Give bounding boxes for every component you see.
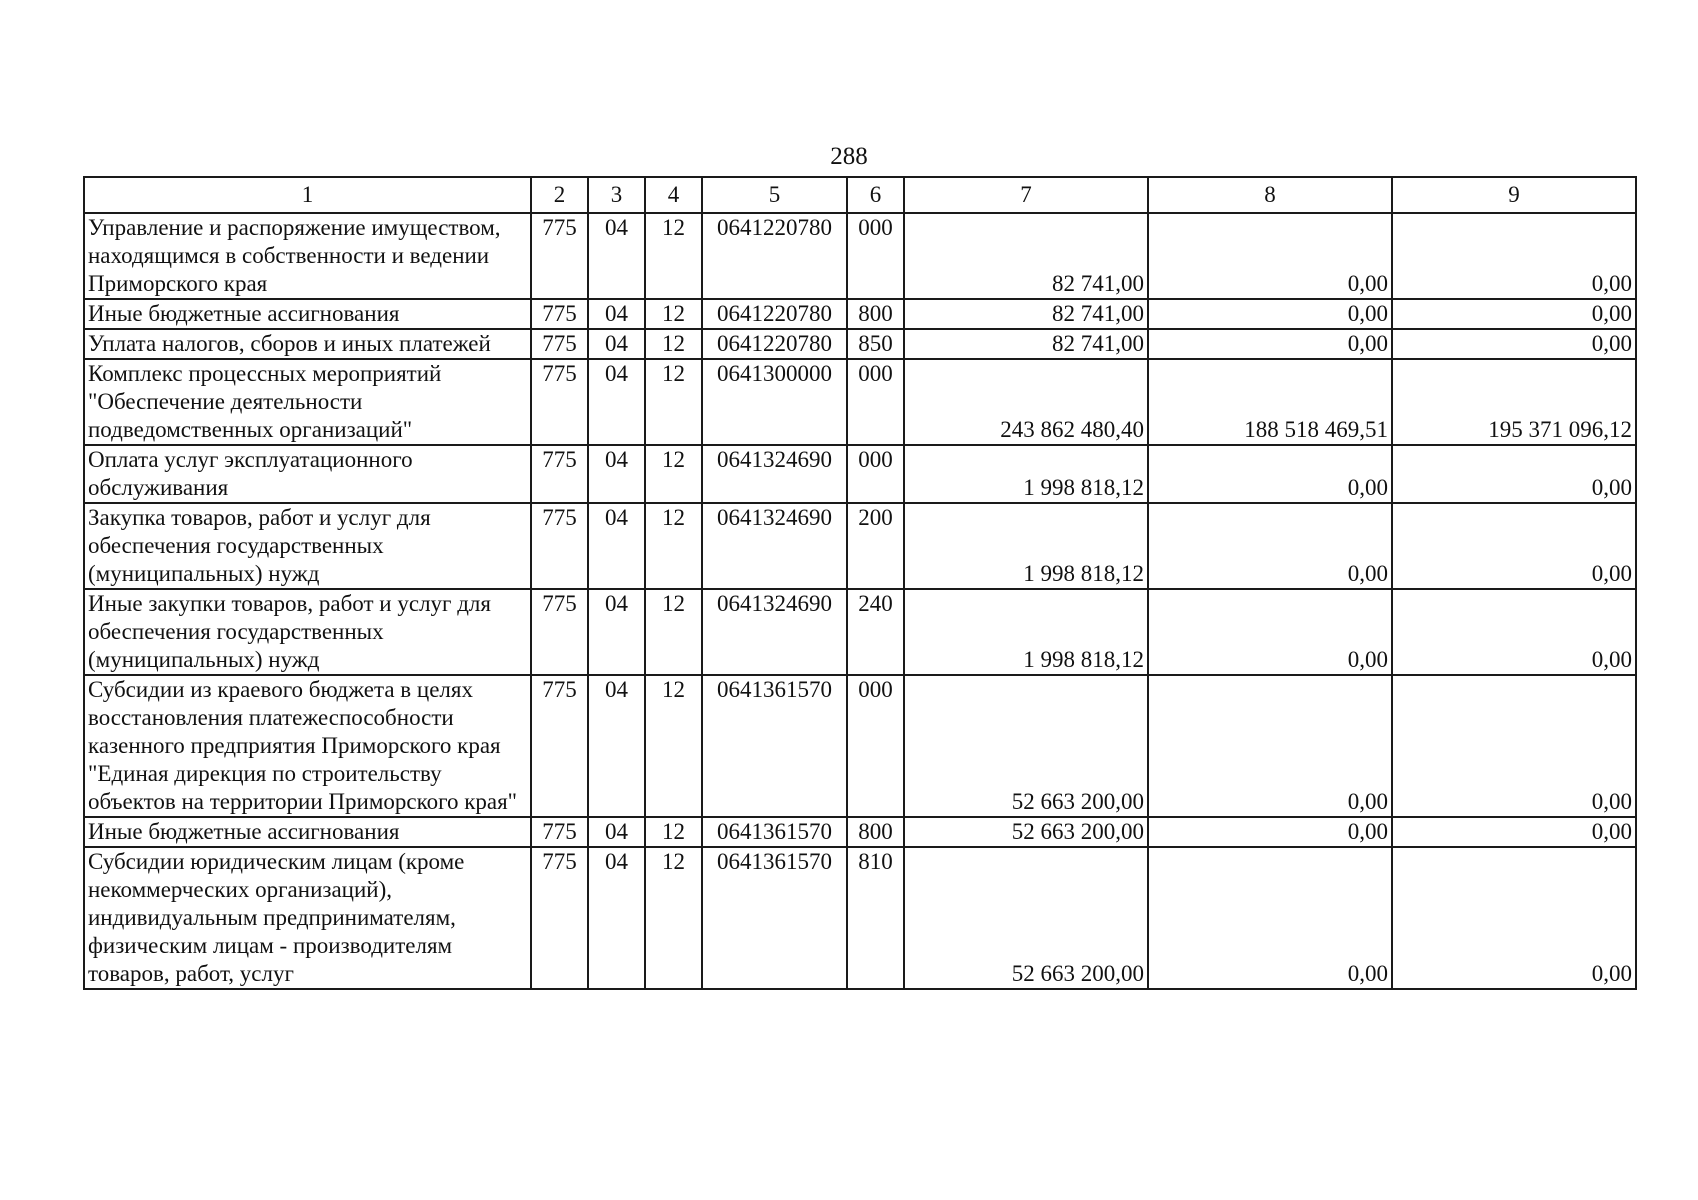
amount-col-9: 195 371 096,12 xyxy=(1392,359,1636,445)
amount-col-7: 1 998 818,12 xyxy=(904,503,1148,589)
amount-col-8: 0,00 xyxy=(1148,329,1392,359)
amount-col-8: 0,00 xyxy=(1148,675,1392,817)
row-name: Иные бюджетные ассигнования xyxy=(84,817,531,847)
code-subsection: 12 xyxy=(645,445,702,503)
code-subsection: 12 xyxy=(645,329,702,359)
amount-col-9: 0,00 xyxy=(1392,675,1636,817)
row-name: Субсидии из краевого бюджета в целях восстановления платежеспособности казенного предприятия Приморского края "Единая дирекция по строительству объектов на территории Приморского края" xyxy=(84,675,531,817)
code-target-article: 0641361570 xyxy=(702,817,847,847)
code-section: 04 xyxy=(588,299,645,329)
row-name: Закупка товаров, работ и услуг для обеспечения государственных (муниципальных) нужд xyxy=(84,503,531,589)
row-name: Субсидии юридическим лицам (кроме некоммерческих организаций), индивидуальным предпринимателям, физическим лицам - производителям товаров, работ, услуг xyxy=(84,847,531,989)
code-expense-type: 800 xyxy=(847,299,904,329)
amount-col-8: 188 518 469,51 xyxy=(1148,359,1392,445)
column-header: 5 xyxy=(702,177,847,213)
amount-col-7: 82 741,00 xyxy=(904,299,1148,329)
amount-col-7: 1 998 818,12 xyxy=(904,445,1148,503)
table-row xyxy=(84,847,1636,989)
amount-col-7: 52 663 200,00 xyxy=(904,847,1148,989)
amount-col-8: 0,00 xyxy=(1148,213,1392,299)
row-name: Иные бюджетные ассигнования xyxy=(84,299,531,329)
code-section: 04 xyxy=(588,329,645,359)
code-subsection: 12 xyxy=(645,675,702,817)
code-expense-type: 200 xyxy=(847,503,904,589)
code-admin: 775 xyxy=(531,445,588,503)
column-header: 9 xyxy=(1392,177,1636,213)
column-header: 8 xyxy=(1148,177,1392,213)
amount-col-8: 0,00 xyxy=(1148,847,1392,989)
code-target-article: 0641300000 xyxy=(702,359,847,445)
amount-col-8: 0,00 xyxy=(1148,817,1392,847)
code-subsection: 12 xyxy=(645,847,702,989)
budget-table xyxy=(83,176,1637,990)
code-section: 04 xyxy=(588,847,645,989)
code-expense-type: 800 xyxy=(847,817,904,847)
amount-col-7: 82 741,00 xyxy=(904,329,1148,359)
amount-col-9: 0,00 xyxy=(1392,213,1636,299)
code-expense-type: 000 xyxy=(847,445,904,503)
code-admin: 775 xyxy=(531,299,588,329)
code-target-article: 0641220780 xyxy=(702,329,847,359)
column-header: 3 xyxy=(588,177,645,213)
code-subsection: 12 xyxy=(645,503,702,589)
amount-col-9: 0,00 xyxy=(1392,817,1636,847)
code-admin: 775 xyxy=(531,817,588,847)
code-section: 04 xyxy=(588,675,645,817)
row-name: Управление и распоряжение имуществом, находящимся в собственности и ведении Приморского края xyxy=(84,213,531,299)
code-section: 04 xyxy=(588,503,645,589)
code-admin: 775 xyxy=(531,847,588,989)
code-expense-type: 000 xyxy=(847,359,904,445)
table-row xyxy=(84,817,1636,847)
code-admin: 775 xyxy=(531,675,588,817)
amount-col-9: 0,00 xyxy=(1392,503,1636,589)
amount-col-7: 1 998 818,12 xyxy=(904,589,1148,675)
code-admin: 775 xyxy=(531,329,588,359)
code-section: 04 xyxy=(588,213,645,299)
row-name: Оплата услуг эксплуатационного обслуживания xyxy=(84,445,531,503)
amount-col-7: 52 663 200,00 xyxy=(904,675,1148,817)
code-admin: 775 xyxy=(531,503,588,589)
code-section: 04 xyxy=(588,589,645,675)
code-expense-type: 000 xyxy=(847,675,904,817)
amount-col-9: 0,00 xyxy=(1392,847,1636,989)
amount-col-9: 0,00 xyxy=(1392,589,1636,675)
code-target-article: 0641220780 xyxy=(702,299,847,329)
table-row xyxy=(84,213,1636,299)
table-header-row xyxy=(84,177,1636,213)
code-target-article: 0641324690 xyxy=(702,445,847,503)
column-header: 2 xyxy=(531,177,588,213)
row-name: Иные закупки товаров, работ и услуг для обеспечения государственных (муниципальных) нужд xyxy=(84,589,531,675)
code-target-article: 0641361570 xyxy=(702,675,847,817)
column-header: 4 xyxy=(645,177,702,213)
code-admin: 775 xyxy=(531,359,588,445)
code-admin: 775 xyxy=(531,589,588,675)
table-row xyxy=(84,299,1636,329)
column-header: 7 xyxy=(904,177,1148,213)
code-target-article: 0641324690 xyxy=(702,589,847,675)
amount-col-7: 243 862 480,40 xyxy=(904,359,1148,445)
table-row xyxy=(84,329,1636,359)
code-subsection: 12 xyxy=(645,213,702,299)
amount-col-9: 0,00 xyxy=(1392,445,1636,503)
amount-col-7: 82 741,00 xyxy=(904,213,1148,299)
column-header: 1 xyxy=(84,177,531,213)
code-section: 04 xyxy=(588,817,645,847)
code-subsection: 12 xyxy=(645,359,702,445)
code-subsection: 12 xyxy=(645,299,702,329)
code-expense-type: 850 xyxy=(847,329,904,359)
code-expense-type: 810 xyxy=(847,847,904,989)
amount-col-8: 0,00 xyxy=(1148,589,1392,675)
amount-col-9: 0,00 xyxy=(1392,329,1636,359)
page-number: 288 xyxy=(830,143,868,170)
amount-col-9: 0,00 xyxy=(1392,299,1636,329)
code-target-article: 0641324690 xyxy=(702,503,847,589)
code-subsection: 12 xyxy=(645,817,702,847)
amount-col-8: 0,00 xyxy=(1148,299,1392,329)
code-subsection: 12 xyxy=(645,589,702,675)
amount-col-7: 52 663 200,00 xyxy=(904,817,1148,847)
column-header: 6 xyxy=(847,177,904,213)
code-section: 04 xyxy=(588,445,645,503)
code-target-article: 0641220780 xyxy=(702,213,847,299)
table-row xyxy=(84,359,1636,445)
row-name: Уплата налогов, сборов и иных платежей xyxy=(84,329,531,359)
table-row xyxy=(84,675,1636,817)
table-body xyxy=(84,177,1636,989)
row-name: Комплекс процессных мероприятий "Обеспечение деятельности подведомственных организаций" xyxy=(84,359,531,445)
code-admin: 775 xyxy=(531,213,588,299)
code-expense-type: 240 xyxy=(847,589,904,675)
code-expense-type: 000 xyxy=(847,213,904,299)
table-row xyxy=(84,503,1636,589)
amount-col-8: 0,00 xyxy=(1148,503,1392,589)
table-row xyxy=(84,589,1636,675)
amount-col-8: 0,00 xyxy=(1148,445,1392,503)
code-section: 04 xyxy=(588,359,645,445)
table-row xyxy=(84,445,1636,503)
code-target-article: 0641361570 xyxy=(702,847,847,989)
